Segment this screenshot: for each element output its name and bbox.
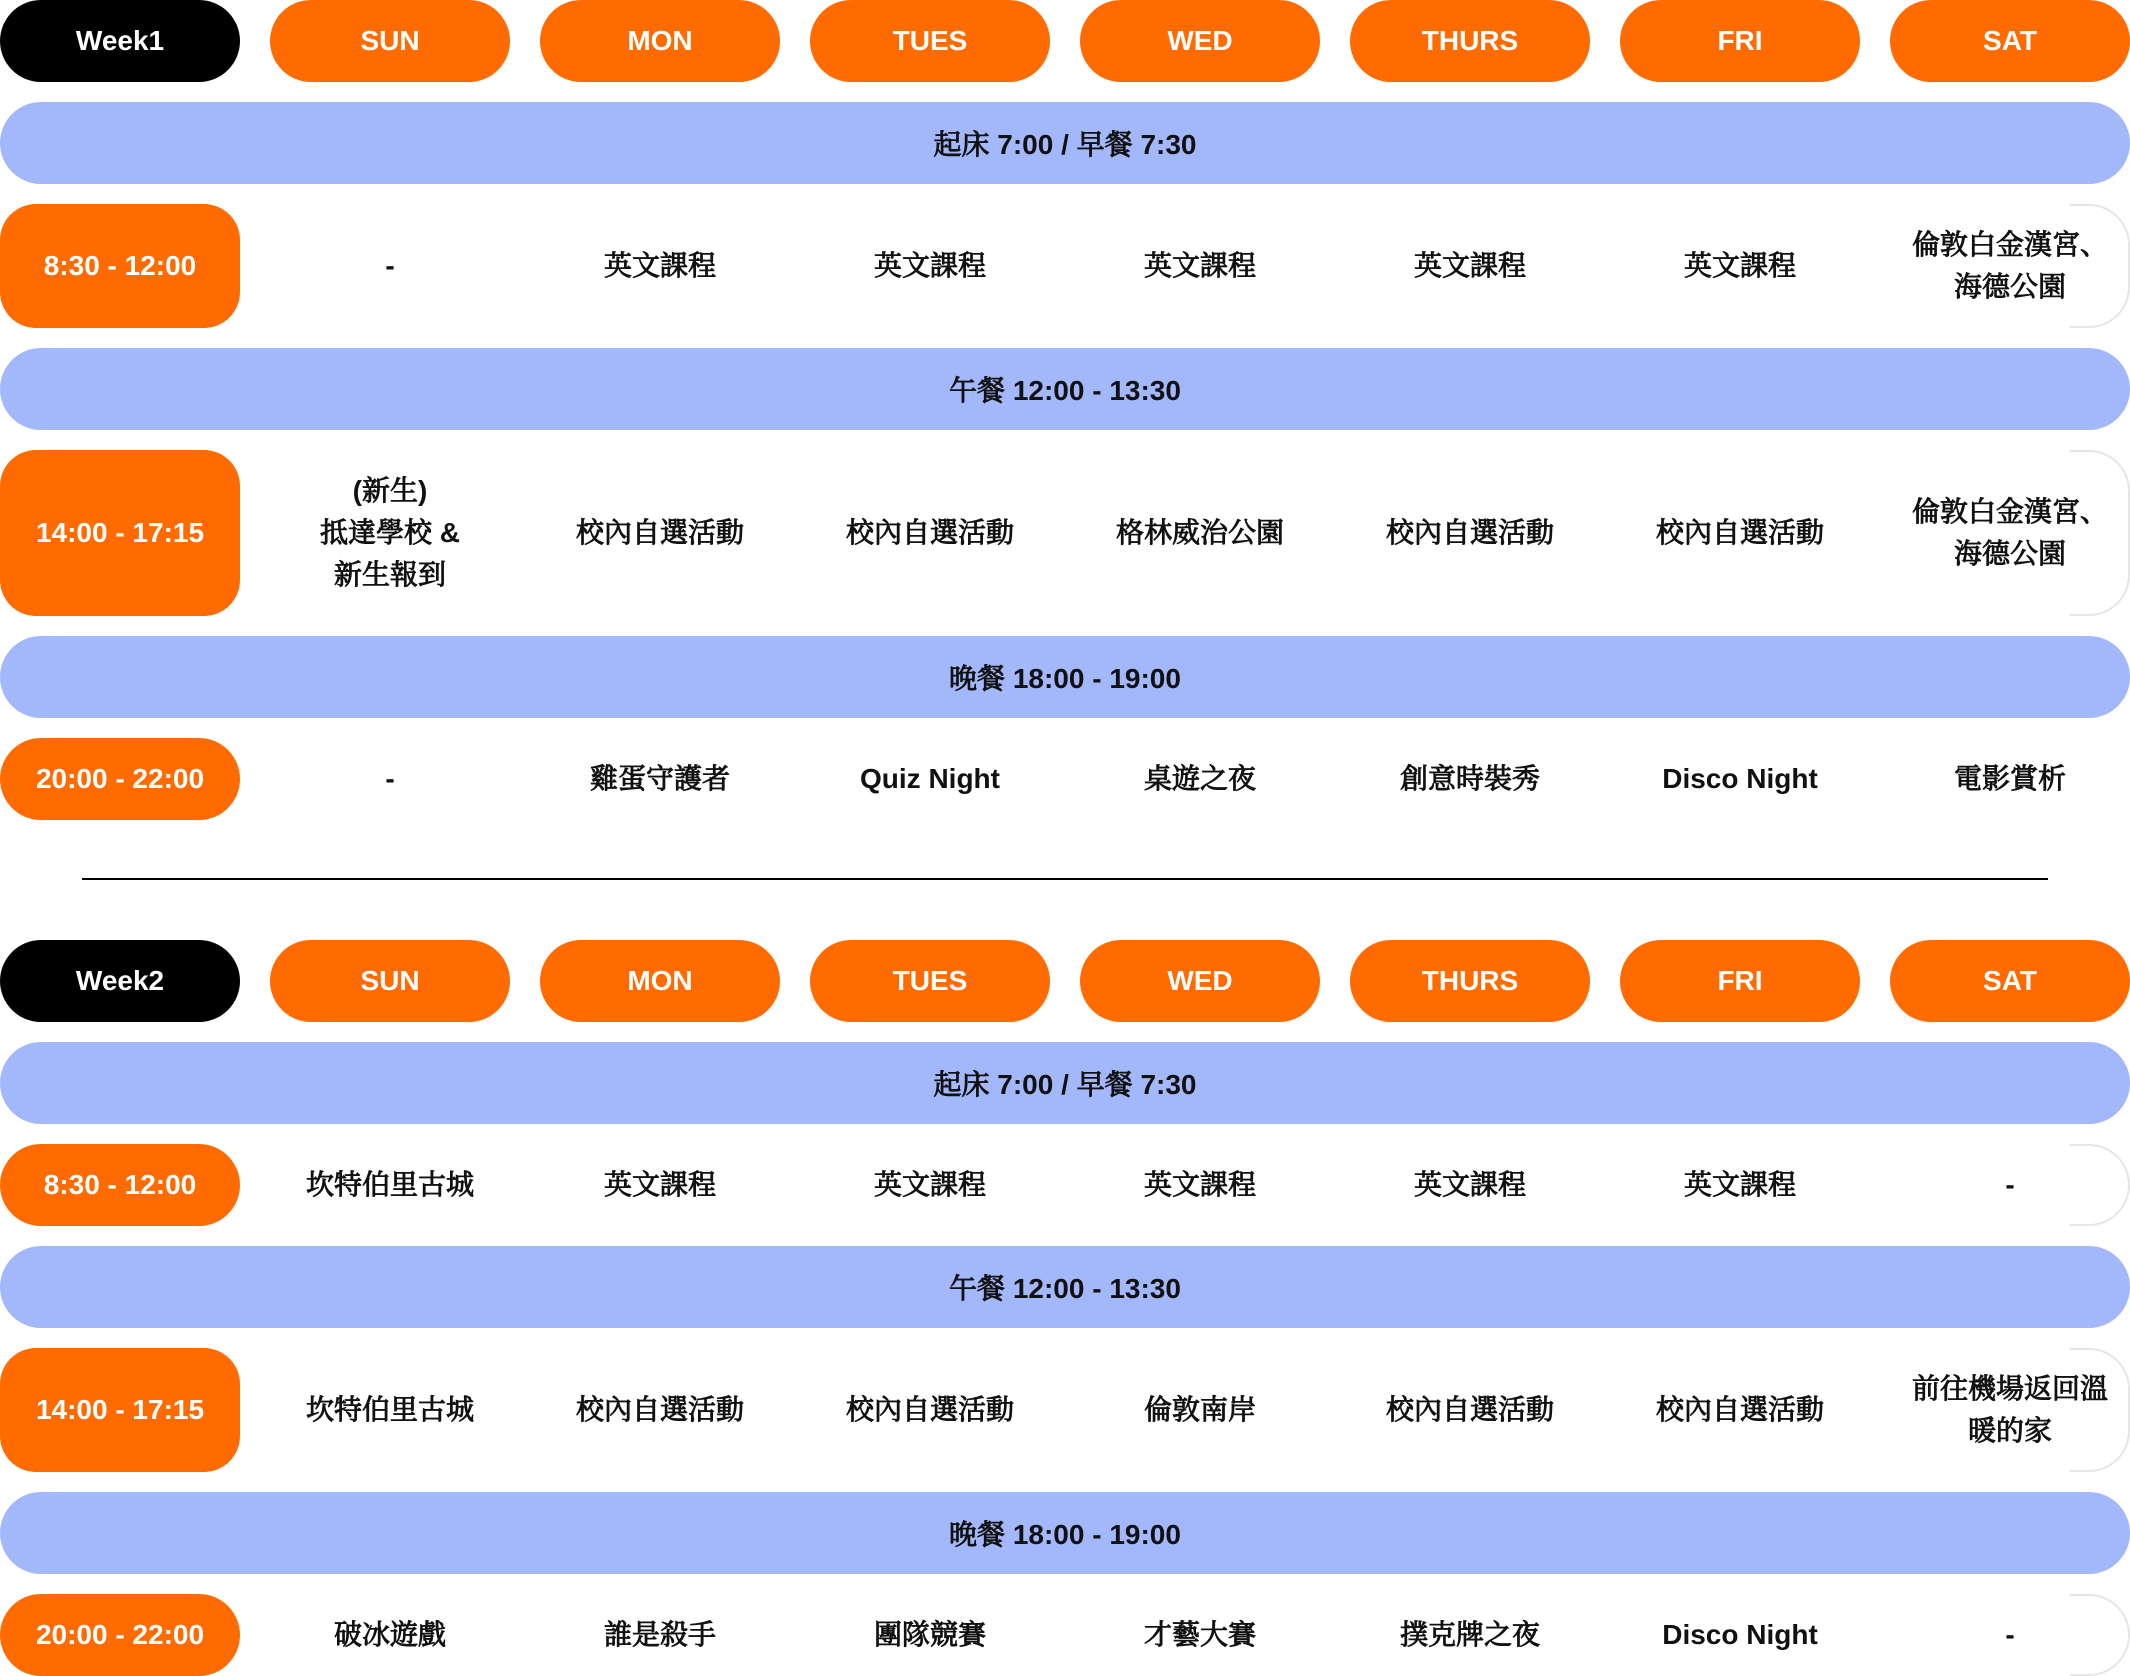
activity-cell: 校內自選活動 bbox=[1655, 1394, 1824, 1425]
activity-cell: 英文課程 bbox=[1683, 250, 1796, 281]
activity-cell: 校內自選活動 bbox=[845, 517, 1014, 548]
activity-cell: 英文課程 bbox=[1413, 1169, 1526, 1200]
activity-cell: 校內自選活動 bbox=[575, 1394, 744, 1425]
meal-bar-breakfast: 起床 7:00 / 早餐 7:30 bbox=[0, 1042, 2130, 1124]
day-fri: FRI bbox=[1620, 0, 1860, 82]
week2-label: Week2 bbox=[0, 940, 240, 1022]
meal-bar-dinner: 晚餐 18:00 - 19:00 bbox=[0, 1492, 2130, 1574]
activity-cell: 倫敦南岸 bbox=[1143, 1394, 1256, 1425]
time-slot-label: 8:30 - 12:00 bbox=[0, 1144, 240, 1226]
week2-slot-afternoon bbox=[0, 1348, 2130, 1472]
day-wed: WED bbox=[1080, 0, 1320, 82]
activity-cell: 坎特伯里古城 bbox=[305, 1169, 474, 1200]
activity-cell: 桌遊之夜 bbox=[1143, 763, 1256, 794]
activity-cell: 團隊競賽 bbox=[873, 1619, 986, 1650]
activity-cell: 英文課程 bbox=[873, 250, 986, 281]
activity-cell: 格林威治公園 bbox=[1115, 517, 1284, 548]
activity-cell: 校內自選活動 bbox=[845, 1394, 1014, 1425]
activity-cell: Disco Night bbox=[1662, 1619, 1818, 1650]
activity-cell: 撲克牌之夜 bbox=[1399, 1619, 1540, 1650]
time-slot-label: 8:30 - 12:00 bbox=[0, 204, 240, 328]
activity-cell: 誰是殺手 bbox=[603, 1619, 716, 1650]
activity-cell: - bbox=[2005, 1169, 2015, 1200]
week-divider bbox=[82, 878, 2048, 880]
activity-cell: 電影賞析 bbox=[1953, 763, 2066, 794]
meal-bar-lunch: 午餐 12:00 - 13:30 bbox=[0, 348, 2130, 430]
day-sun: SUN bbox=[270, 940, 510, 1022]
activity-cell: 校內自選活動 bbox=[1385, 517, 1554, 548]
activity-cell: Quiz Night bbox=[860, 763, 1000, 794]
meal-bar-breakfast: 起床 7:00 / 早餐 7:30 bbox=[0, 102, 2130, 184]
week2-header-row bbox=[0, 940, 2130, 1022]
activity-cell: 倫敦白金漢宮、 海德公園 bbox=[1911, 229, 2108, 302]
activity-cell: 英文課程 bbox=[603, 1169, 716, 1200]
day-sat: SAT bbox=[1890, 940, 2130, 1022]
activity-cell: 才藝大賽 bbox=[1143, 1619, 1256, 1650]
day-sat: SAT bbox=[1890, 0, 2130, 82]
week1-slot-evening bbox=[0, 738, 2130, 820]
day-mon: MON bbox=[540, 940, 780, 1022]
time-slot-label: 14:00 - 17:15 bbox=[0, 1348, 240, 1472]
day-tues: TUES bbox=[810, 940, 1050, 1022]
time-slot-label: 20:00 - 22:00 bbox=[0, 738, 240, 820]
day-tues: TUES bbox=[810, 0, 1050, 82]
activity-cell: 校內自選活動 bbox=[1655, 517, 1824, 548]
week1-slot-afternoon bbox=[0, 450, 2130, 616]
activity-cell: 創意時裝秀 bbox=[1399, 763, 1540, 794]
activity-cell: 破冰遊戲 bbox=[333, 1619, 446, 1650]
week1-header-row bbox=[0, 0, 2130, 82]
week2-slot-morning bbox=[0, 1144, 2130, 1226]
activity-cell: 英文課程 bbox=[1143, 250, 1256, 281]
activity-cell: 英文課程 bbox=[1143, 1169, 1256, 1200]
activity-cell: 校內自選活動 bbox=[575, 517, 744, 548]
activity-cell: - bbox=[2005, 1619, 2015, 1650]
week2-slot-evening bbox=[0, 1594, 2130, 1676]
activity-cell: 坎特伯里古城 bbox=[305, 1394, 474, 1425]
activity-cell: 英文課程 bbox=[1413, 250, 1526, 281]
activity-cell: (新生) 抵達學校 & 新生報到 bbox=[319, 475, 460, 590]
week1-label: Week1 bbox=[0, 0, 240, 82]
activity-cell: 英文課程 bbox=[603, 250, 716, 281]
week1-slot-morning bbox=[0, 204, 2130, 328]
activity-cell: - bbox=[385, 763, 395, 794]
activity-cell: 校內自選活動 bbox=[1385, 1394, 1554, 1425]
activity-cell: 倫敦白金漢宮、 海德公園 bbox=[1911, 496, 2108, 569]
day-thurs: THURS bbox=[1350, 940, 1590, 1022]
meal-bar-dinner: 晚餐 18:00 - 19:00 bbox=[0, 636, 2130, 718]
day-thurs: THURS bbox=[1350, 0, 1590, 82]
activity-cell: Disco Night bbox=[1662, 763, 1818, 794]
day-sun: SUN bbox=[270, 0, 510, 82]
day-fri: FRI bbox=[1620, 940, 1860, 1022]
time-slot-label: 14:00 - 17:15 bbox=[0, 450, 240, 616]
meal-bar-lunch: 午餐 12:00 - 13:30 bbox=[0, 1246, 2130, 1328]
day-mon: MON bbox=[540, 0, 780, 82]
activity-cell: 英文課程 bbox=[873, 1169, 986, 1200]
day-wed: WED bbox=[1080, 940, 1320, 1022]
activity-cell: 雞蛋守護者 bbox=[589, 763, 730, 794]
activity-cell: 英文課程 bbox=[1683, 1169, 1796, 1200]
activity-cell: - bbox=[385, 250, 395, 281]
time-slot-label: 20:00 - 22:00 bbox=[0, 1594, 240, 1676]
activity-cell: 前往機場返回溫 暖的家 bbox=[1911, 1373, 2108, 1446]
